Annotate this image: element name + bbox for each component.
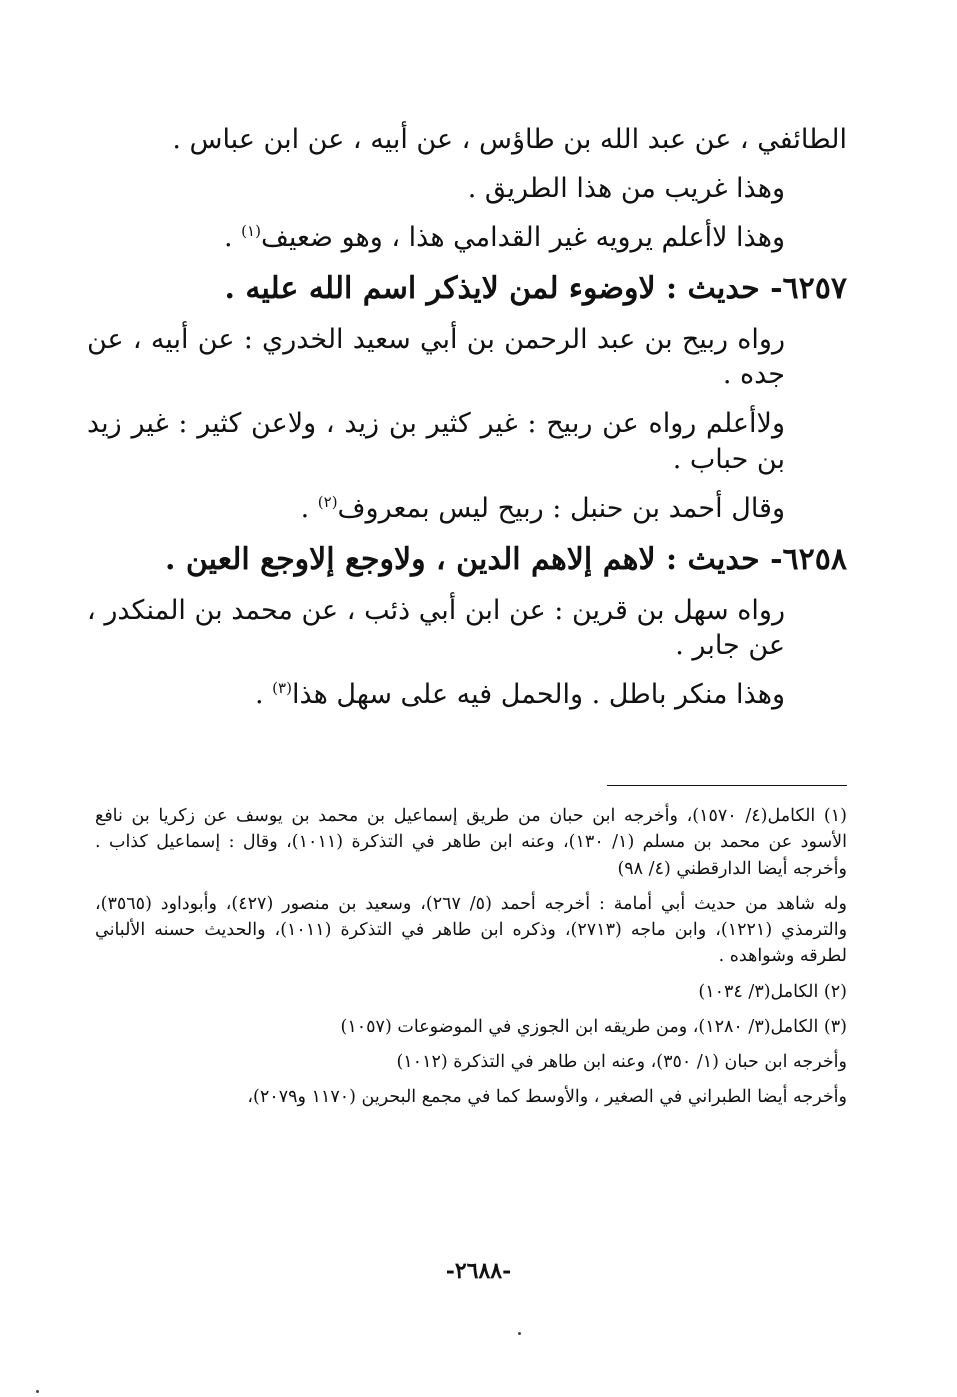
scan-speck	[36, 1390, 39, 1393]
scan-speck	[518, 1332, 521, 1335]
text-line-8-body: وهذا منكر باطل . والحمل فيه على سهل هذا	[291, 678, 785, 710]
text-line-3-end: .	[223, 222, 242, 254]
footnote-2: (٢) الكامل(٣/ ١٠٣٤)	[698, 981, 847, 1002]
footnote-ref-1: (١)	[241, 222, 261, 241]
footnote-3-continued: وأخرجه ابن حبان (١/ ٣٥٠)، وعنه ابن طاهر في التذكرة (١٠١٢)	[396, 1052, 847, 1072]
hadith-heading-6257: ٦٢٥٧- حديث : لاوضوء لمن لايذكر اسم الله عليه .	[224, 271, 847, 307]
text-line-7: رواه سهل بن قرين : عن ابن أبي ذئب ، عن محمد بن المنكدر ، عن جابر .	[87, 594, 785, 661]
footnote-ref-2: (٢)	[317, 492, 338, 511]
footnote-3: (٣) الكامل(٣/ ١٢٨٠)، ومن طريقه ابن الجوزي في الموضوعات (١٠٥٧)	[340, 1016, 847, 1037]
text-line-3-body: وهذا لاأعلم يرويه غير القدامي هذا ، وهو ضعيف	[260, 222, 785, 254]
footnote-ref-3: (٣)	[272, 678, 292, 697]
hadith-heading-6258: ٦٢٥٨- حديث : لاهم إلاهم الدين ، ولاوجع إلاوجع العين .	[164, 541, 847, 577]
footnote-1: (١) الكامل(٤/ ١٥٧٠)، وأخرجه ابن حبان من طريق إسماعيل بن محمد بن يوسف عن زكريا بن نافع الأسود عن محمد بن مسلم (١/ ١٣٠)، وعنه ابن طاهر في التذكرة (١٠١١)، وقال : إسماعيل كذاب . وأخرجه أيضا الدارقطني (٤/ ٩٨)	[95, 806, 847, 879]
text-line-1: الطائفي ، عن عبد الله بن طاؤس ، عن أبيه ، عن ابن عباس .	[172, 124, 847, 155]
text-line-3	[87, 220, 847, 255]
text-line-6	[87, 491, 847, 526]
footnote-1-continued: وله شاهد من حديث أبي أمامة : أخرجه أحمد (٥/ ٢٦٧)، وسعيد بن منصور (٤٢٧)، وأبوداود (٣٥٦٥)، والترمذي (١٢٢١)، وابن ماجه (٢٧١٣)، وذكره ابن طاهر في التذكرة (١٠١١)، والحديث حسنه الألباني لطرقه وشواهده .	[95, 893, 848, 967]
text-line-5: ولاأعلم رواه عن ربيح : غير كثير بن زيد ، ولاعن كثير : غير زيد بن حباب .	[87, 408, 785, 475]
text-line-4: رواه ربيح بن عبد الرحمن بن أبي سعيد الخدري : عن أبيه ، عن جده .	[87, 324, 785, 391]
text-line-2: وهذا غريب من هذا الطريق .	[467, 173, 785, 205]
text-line-8-end: .	[254, 678, 273, 710]
footnotes-block	[95, 803, 847, 1120]
page-number: -٢٦٨٨-	[445, 1258, 512, 1284]
main-text-block	[87, 122, 847, 726]
text-line-6-end: .	[300, 492, 318, 524]
footnote-divider	[607, 785, 847, 786]
text-line-6-body: وقال أحمد بن حنبل : ربيح ليس بمعروف	[337, 492, 785, 524]
footnote-3-continued-2: وأخرجه أيضا الطبراني في الصغير ، والأوسط كما في مجمع البحرين (١١٧٠ و٢٠٧٩)،	[247, 1087, 847, 1108]
text-line-8	[87, 677, 847, 712]
